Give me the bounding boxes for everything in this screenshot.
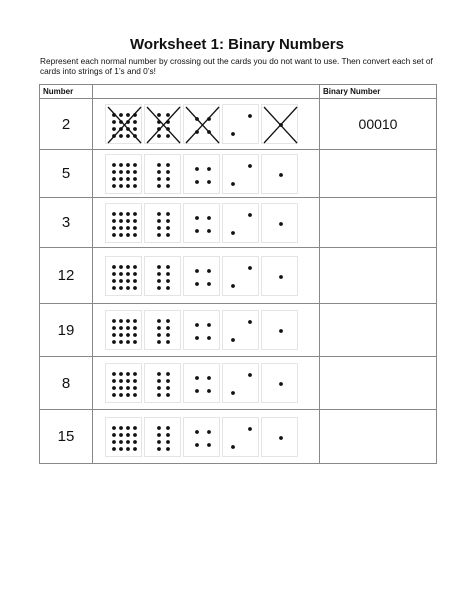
card-dot xyxy=(166,372,170,376)
card-dot xyxy=(112,233,116,237)
card-dot xyxy=(126,372,130,376)
card-dot xyxy=(126,177,130,181)
card-dot xyxy=(166,113,170,117)
dot-card-8[interactable] xyxy=(144,203,181,243)
card-dot xyxy=(126,113,130,117)
card-dot xyxy=(126,333,130,337)
card-dot xyxy=(207,282,211,286)
card-dot xyxy=(119,440,123,444)
card-dot xyxy=(166,219,170,223)
card-dot xyxy=(119,319,123,323)
card-dot xyxy=(166,134,170,138)
card-dot xyxy=(157,319,161,323)
table-row xyxy=(40,198,437,248)
dot-card-1[interactable] xyxy=(261,104,298,144)
card-dot xyxy=(157,177,161,181)
card-dot xyxy=(126,440,130,444)
card-dot xyxy=(133,440,137,444)
card-dot xyxy=(157,447,161,451)
dot-cards-cell xyxy=(93,198,320,248)
card-dot xyxy=(207,376,211,380)
card-dot xyxy=(126,170,130,174)
card-dot xyxy=(279,329,283,333)
card-dot xyxy=(207,389,211,393)
card-dot xyxy=(195,269,199,273)
card-dot xyxy=(195,229,199,233)
card-dot xyxy=(119,184,123,188)
card-dot xyxy=(195,216,199,220)
card-dot xyxy=(248,164,252,168)
card-dot xyxy=(166,426,170,430)
card-dot xyxy=(119,426,123,430)
card-dot xyxy=(133,120,137,124)
card-dot xyxy=(119,113,123,117)
card-dot xyxy=(157,212,161,216)
dot-card-2[interactable] xyxy=(222,417,259,457)
card-dot xyxy=(157,272,161,276)
card-dot xyxy=(157,170,161,174)
header-row xyxy=(40,85,437,99)
card-dot xyxy=(207,336,211,340)
dot-card-4[interactable] xyxy=(183,256,220,296)
card-dot xyxy=(248,320,252,324)
card-dot xyxy=(119,134,123,138)
card-dot xyxy=(166,286,170,290)
card-dot xyxy=(126,226,130,230)
dot-cards-cell xyxy=(93,248,320,304)
dot-card-8[interactable] xyxy=(144,256,181,296)
card-dot xyxy=(133,127,137,131)
card-dot xyxy=(126,184,130,188)
card-dot xyxy=(231,391,235,395)
card-dot xyxy=(126,433,130,437)
card-dot xyxy=(133,372,137,376)
dot-card-2[interactable] xyxy=(222,104,259,144)
dot-card-4[interactable] xyxy=(183,154,220,194)
card-dot xyxy=(119,233,123,237)
dot-card-4[interactable] xyxy=(183,363,220,403)
card-dot xyxy=(157,433,161,437)
card-dot xyxy=(112,127,116,131)
card-dot xyxy=(133,184,137,188)
row-number: 12 xyxy=(40,248,93,304)
card-dot xyxy=(133,326,137,330)
card-dot xyxy=(157,379,161,383)
table-row xyxy=(40,248,437,304)
card-dot xyxy=(112,379,116,383)
dot-card-1[interactable] xyxy=(261,310,298,350)
card-dot xyxy=(207,180,211,184)
card-dot xyxy=(166,279,170,283)
row-number: 15 xyxy=(40,410,93,464)
card-dot xyxy=(119,226,123,230)
card-dot xyxy=(119,386,123,390)
card-dot xyxy=(166,340,170,344)
card-dot xyxy=(195,430,199,434)
dot-card-4[interactable] xyxy=(183,310,220,350)
card-dot xyxy=(119,333,123,337)
card-dot xyxy=(119,379,123,383)
dot-card-2[interactable] xyxy=(222,310,259,350)
card-dot xyxy=(166,272,170,276)
card-dot xyxy=(207,269,211,273)
dot-cards-cell xyxy=(93,304,320,357)
dot-card-2[interactable] xyxy=(222,363,259,403)
dot-card-4[interactable] xyxy=(183,417,220,457)
binary-answer-field[interactable] xyxy=(320,304,437,357)
card-dot xyxy=(166,447,170,451)
dot-card-16[interactable] xyxy=(105,363,142,403)
card-dot xyxy=(119,163,123,167)
card-dot xyxy=(157,113,161,117)
card-dot xyxy=(119,219,123,223)
card-dot xyxy=(207,323,211,327)
header-binary: Binary Number xyxy=(320,85,437,99)
dot-card-16[interactable] xyxy=(105,310,142,350)
card-dot xyxy=(126,265,130,269)
card-dot xyxy=(112,265,116,269)
row-number: 2 xyxy=(40,99,93,150)
dot-card-8[interactable] xyxy=(144,417,181,457)
card-dot xyxy=(195,282,199,286)
dot-card-2[interactable] xyxy=(222,203,259,243)
dot-card-8[interactable] xyxy=(144,154,181,194)
card-dot xyxy=(133,212,137,216)
card-dot xyxy=(112,326,116,330)
card-dot xyxy=(126,340,130,344)
card-dot xyxy=(126,319,130,323)
card-dot xyxy=(112,447,116,451)
card-dot xyxy=(126,212,130,216)
card-dot xyxy=(166,433,170,437)
card-dot xyxy=(231,338,235,342)
card-dot xyxy=(119,265,123,269)
card-dot xyxy=(279,382,283,386)
card-dot xyxy=(195,323,199,327)
card-dot xyxy=(119,286,123,290)
card-dot xyxy=(166,233,170,237)
dot-card-8[interactable] xyxy=(144,104,181,144)
card-dot xyxy=(119,177,123,181)
table-row xyxy=(40,304,437,357)
card-dot xyxy=(207,167,211,171)
card-dot xyxy=(133,272,137,276)
card-dot xyxy=(231,445,235,449)
card-dot xyxy=(195,336,199,340)
card-dot xyxy=(157,265,161,269)
card-dot xyxy=(248,266,252,270)
card-dot xyxy=(133,279,137,283)
card-dot xyxy=(133,286,137,290)
card-dot xyxy=(207,216,211,220)
dot-card-16[interactable] xyxy=(105,203,142,243)
header-cards xyxy=(93,85,320,99)
card-dot xyxy=(119,372,123,376)
card-dot xyxy=(166,177,170,181)
dot-cards-cell xyxy=(93,150,320,198)
card-dot xyxy=(231,182,235,186)
card-dot xyxy=(166,319,170,323)
card-dot xyxy=(157,233,161,237)
card-dot xyxy=(133,393,137,397)
binary-answer-field[interactable]: 00010 xyxy=(320,99,437,150)
card-dot xyxy=(157,163,161,167)
card-dot xyxy=(126,326,130,330)
card-dot xyxy=(112,426,116,430)
card-dot xyxy=(157,386,161,390)
table-row xyxy=(40,150,437,198)
card-dot xyxy=(126,286,130,290)
card-dot xyxy=(126,386,130,390)
card-dot xyxy=(119,212,123,216)
card-dot xyxy=(157,184,161,188)
card-dot xyxy=(248,373,252,377)
row-number: 8 xyxy=(40,357,93,410)
card-dot xyxy=(133,233,137,237)
dot-card-1[interactable] xyxy=(261,154,298,194)
card-dot xyxy=(166,440,170,444)
card-dot xyxy=(133,163,137,167)
card-dot xyxy=(157,134,161,138)
card-dot xyxy=(231,231,235,235)
dot-card-1[interactable] xyxy=(261,256,298,296)
card-dot xyxy=(119,433,123,437)
binary-answer-field[interactable] xyxy=(320,248,437,304)
card-dot xyxy=(157,219,161,223)
worksheet-table xyxy=(39,84,437,464)
card-dot xyxy=(112,170,116,174)
table-row xyxy=(40,357,437,410)
card-dot xyxy=(207,430,211,434)
card-dot xyxy=(166,326,170,330)
card-dot xyxy=(166,212,170,216)
card-dot xyxy=(166,379,170,383)
card-dot xyxy=(279,275,283,279)
binary-answer-field[interactable] xyxy=(320,357,437,410)
card-dot xyxy=(157,372,161,376)
card-dot xyxy=(248,114,252,118)
card-dot xyxy=(133,340,137,344)
card-dot xyxy=(119,170,123,174)
card-dot xyxy=(119,279,123,283)
card-dot xyxy=(133,433,137,437)
card-dot xyxy=(157,326,161,330)
card-dot xyxy=(133,170,137,174)
card-dot xyxy=(133,177,137,181)
card-dot xyxy=(231,132,235,136)
card-dot xyxy=(157,393,161,397)
dot-card-8[interactable] xyxy=(144,363,181,403)
card-dot xyxy=(166,184,170,188)
card-dot xyxy=(112,386,116,390)
card-dot xyxy=(119,326,123,330)
dot-card-16[interactable] xyxy=(105,256,142,296)
card-dot xyxy=(157,286,161,290)
card-dot xyxy=(157,226,161,230)
instructions-text: Represent each normal number by crossing out the cards you do not want to use. Then convert each set of cards into strings of 1’s and 0’s! xyxy=(40,56,433,76)
card-dot xyxy=(133,333,137,337)
card-dot xyxy=(112,433,116,437)
card-dot xyxy=(133,426,137,430)
binary-answer-field[interactable] xyxy=(320,410,437,464)
dot-card-2[interactable] xyxy=(222,154,259,194)
card-dot xyxy=(207,229,211,233)
card-dot xyxy=(195,443,199,447)
card-dot xyxy=(195,167,199,171)
dot-card-8[interactable] xyxy=(144,310,181,350)
dot-cards-cell xyxy=(93,357,320,410)
card-dot xyxy=(133,226,137,230)
card-dot xyxy=(126,163,130,167)
card-dot xyxy=(126,279,130,283)
card-dot xyxy=(231,284,235,288)
card-dot xyxy=(112,440,116,444)
binary-answer-field[interactable] xyxy=(320,198,437,248)
card-dot xyxy=(126,233,130,237)
card-dot xyxy=(112,212,116,216)
card-dot xyxy=(166,265,170,269)
card-dot xyxy=(126,219,130,223)
dot-card-4[interactable] xyxy=(183,203,220,243)
card-dot xyxy=(112,120,116,124)
binary-answer-field[interactable] xyxy=(320,150,437,198)
card-dot xyxy=(112,184,116,188)
card-dot xyxy=(248,427,252,431)
dot-card-4[interactable] xyxy=(183,104,220,144)
card-dot xyxy=(157,426,161,430)
dot-card-16[interactable] xyxy=(105,154,142,194)
cross-out-mark xyxy=(147,107,180,143)
card-dot xyxy=(166,386,170,390)
dot-card-1[interactable] xyxy=(261,363,298,403)
card-dot xyxy=(157,279,161,283)
card-dot xyxy=(119,447,123,451)
card-dot xyxy=(112,219,116,223)
cross-out-mark xyxy=(186,107,219,143)
card-dot xyxy=(133,379,137,383)
header-number: Number xyxy=(40,85,93,99)
card-dot xyxy=(166,163,170,167)
dot-card-2[interactable] xyxy=(222,256,259,296)
card-dot xyxy=(195,180,199,184)
card-dot xyxy=(126,393,130,397)
dot-cards-cell xyxy=(93,99,320,150)
card-dot xyxy=(195,389,199,393)
card-dot xyxy=(112,272,116,276)
dot-cards-cell xyxy=(93,410,320,464)
table-row xyxy=(40,99,437,150)
card-dot xyxy=(112,163,116,167)
card-dot xyxy=(157,333,161,337)
card-dot xyxy=(248,213,252,217)
cross-out-mark xyxy=(264,107,297,143)
card-dot xyxy=(126,447,130,451)
dot-card-1[interactable] xyxy=(261,203,298,243)
card-dot xyxy=(157,340,161,344)
card-dot xyxy=(126,272,130,276)
card-dot xyxy=(119,393,123,397)
card-dot xyxy=(126,426,130,430)
card-dot xyxy=(126,134,130,138)
card-dot xyxy=(166,393,170,397)
card-dot xyxy=(112,340,116,344)
dot-card-16[interactable] xyxy=(105,417,142,457)
card-dot xyxy=(195,376,199,380)
card-dot xyxy=(119,340,123,344)
cross-out-mark xyxy=(108,107,141,143)
card-dot xyxy=(157,440,161,444)
card-dot xyxy=(112,279,116,283)
card-dot xyxy=(166,226,170,230)
card-dot xyxy=(133,219,137,223)
card-dot xyxy=(279,173,283,177)
dot-card-16[interactable] xyxy=(105,104,142,144)
card-dot xyxy=(279,222,283,226)
card-dot xyxy=(126,379,130,383)
card-dot xyxy=(166,170,170,174)
card-dot xyxy=(112,333,116,337)
card-dot xyxy=(166,333,170,337)
table-row xyxy=(40,410,437,464)
card-dot xyxy=(279,436,283,440)
card-dot xyxy=(112,393,116,397)
worksheet-title: Worksheet 1: Binary Numbers xyxy=(130,36,344,53)
card-dot xyxy=(133,447,137,451)
row-number: 5 xyxy=(40,150,93,198)
card-dot xyxy=(133,265,137,269)
card-dot xyxy=(133,386,137,390)
card-dot xyxy=(207,443,211,447)
card-dot xyxy=(112,319,116,323)
row-number: 19 xyxy=(40,304,93,357)
card-dot xyxy=(112,177,116,181)
card-dot xyxy=(119,272,123,276)
card-dot xyxy=(112,372,116,376)
card-dot xyxy=(112,226,116,230)
card-dot xyxy=(112,286,116,290)
row-number: 3 xyxy=(40,198,93,248)
card-dot xyxy=(133,319,137,323)
dot-card-1[interactable] xyxy=(261,417,298,457)
